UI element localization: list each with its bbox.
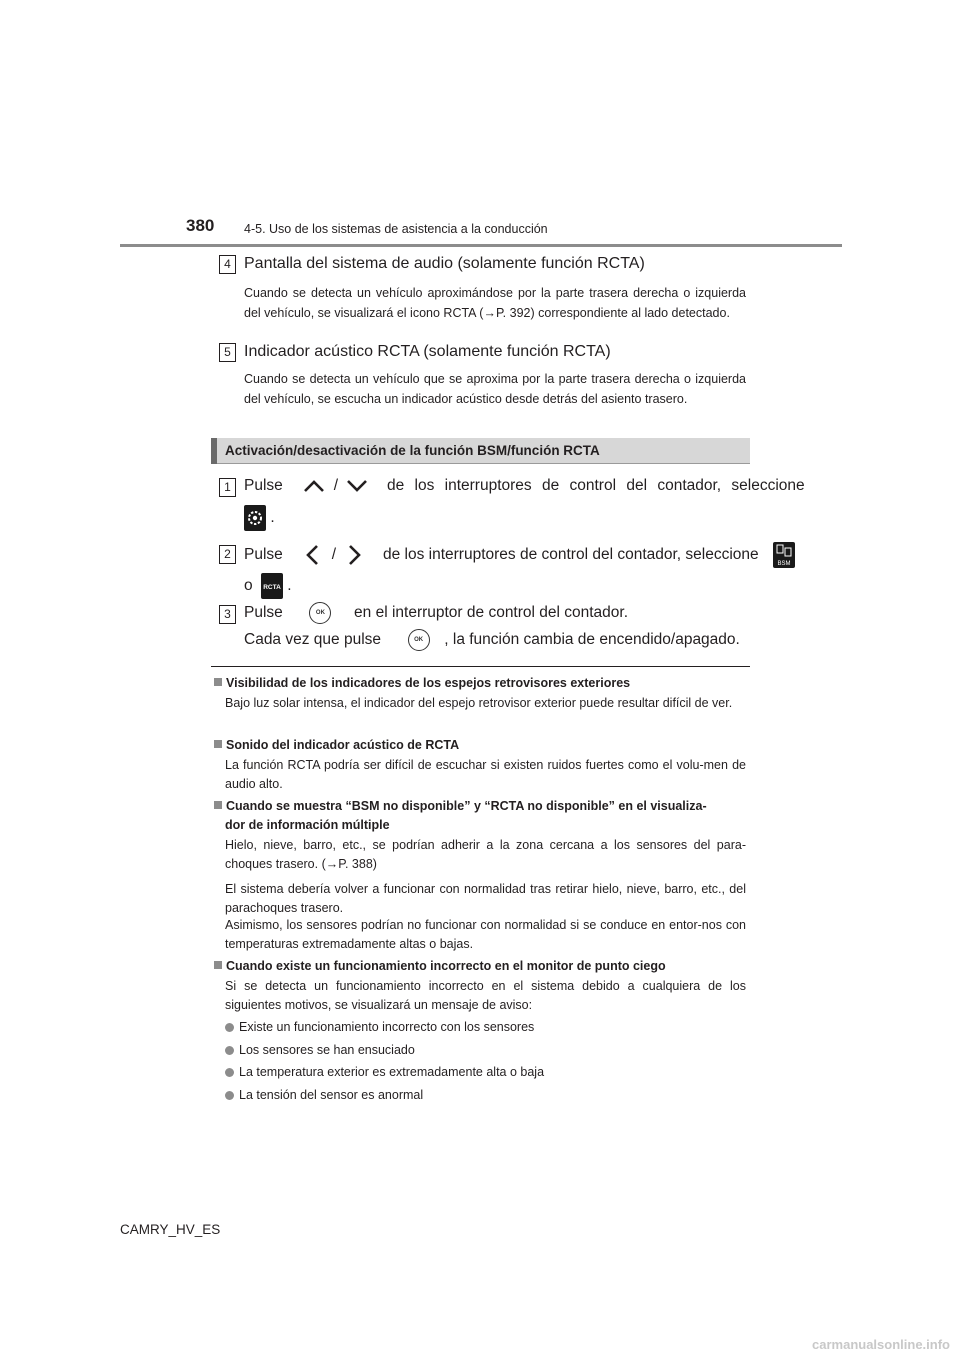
step-text: , la función cambia de encendido/apagado. — [444, 631, 740, 648]
note-heading-cont: dor de información múltiple — [225, 818, 390, 832]
step-slash: / — [331, 546, 337, 563]
gear-icon — [244, 505, 266, 531]
step-number: 3 — [219, 605, 236, 624]
chevron-down-icon — [346, 479, 368, 493]
step-text: de los interruptores de control del contador, seleccione — [382, 546, 759, 563]
bsm-icon — [773, 542, 795, 568]
note-text: Si se detecta un funcionamiento incorrecto en el sistema debido a cualquiera de los siguientes motivos, se visualizará un mensaje de aviso: — [225, 979, 746, 1012]
item-text: Cuando se detecta un vehículo que se aproxima por la parte trasera derecha o izquierda del vehículo, se escucha un indicador acústico desde detrás del asiento trasero. — [244, 372, 746, 406]
note-text: Hielo, nieve, barro, etc., se podrían adherir a la zona cercana a los sensores del para-choques trasero. (→P. 388) — [225, 838, 746, 871]
item-number: 4 — [219, 255, 236, 274]
list-item: La temperatura exterior es extremadamente alta o baja — [225, 1063, 544, 1082]
note-text: El sistema debería volver a funcionar con normalidad tras retirar hielo, nieve, barro, etc., del parachoques trasero. — [225, 882, 746, 915]
step-text: . — [287, 577, 292, 594]
note-heading: Visibilidad de los indicadores de los espejos retrovisores exteriores — [214, 674, 754, 693]
chevron-right-icon — [348, 544, 362, 566]
step-2-line-1 — [244, 542, 795, 568]
step-text: Pulse — [244, 477, 283, 494]
step-slash: / — [333, 477, 339, 494]
note-text: Bajo luz solar intensa, el indicador del espejo retrovisor exterior puede resultar difícil de ver. — [225, 696, 733, 710]
step-text: Pulse — [244, 604, 283, 621]
step-text: de los interruptores de control del contador, seleccione — [386, 477, 805, 494]
chevron-up-icon — [303, 479, 325, 493]
chevron-left-icon — [305, 544, 319, 566]
note-bullet-square — [214, 740, 222, 748]
note-bullet-square — [214, 961, 222, 969]
note-bullet-square — [214, 678, 222, 686]
rcta-icon — [261, 573, 283, 599]
notes-divider — [211, 666, 750, 667]
footer-model: CAMRY_HV_ES — [120, 1222, 221, 1237]
note-heading: Cuando existe un funcionamiento incorrecto en el monitor de punto ciego — [214, 957, 754, 976]
step-text: en el interruptor de control del contador. — [354, 604, 629, 621]
section-heading-accent — [211, 438, 217, 464]
item-title: Indicador acústico RCTA (solamente función RCTA) — [244, 343, 611, 360]
page-number: 380 — [186, 216, 215, 235]
step-text: . — [270, 509, 275, 526]
step-3-line-2 — [244, 629, 740, 651]
step-3-line-1 — [244, 602, 628, 624]
section-heading: Activación/desactivación de la función BSM/función RCTA — [225, 443, 600, 458]
note-text: Asimismo, los sensores podrían no funcionar con normalidad si se conduce en entor-nos con temperaturas extremadamente altas o bajas. — [225, 918, 746, 951]
item-text: Cuando se detecta un vehículo aproximándose por la parte trasera derecha o izquierda del vehículo, se visualizará el icono RCTA (→P. 392) correspondiente al lado detectado. — [244, 286, 746, 320]
header-rule — [120, 244, 842, 247]
rcta-icon-label: RCTA — [263, 584, 281, 591]
step-2-line-2 — [244, 573, 292, 599]
list-item: Los sensores se han ensuciado — [225, 1041, 415, 1060]
step-1-line-1 — [244, 477, 805, 495]
ok-button-icon: OK — [408, 629, 430, 651]
list-item: La tensión del sensor es anormal — [225, 1086, 423, 1105]
section-title: 4-5. Uso de los sistemas de asistencia a la conducción — [244, 222, 548, 236]
note-bullet-square — [214, 801, 222, 809]
item-title: Pantalla del sistema de audio (solamente función RCTA) — [244, 255, 645, 272]
watermark: carmanualsonline.info — [812, 1337, 950, 1352]
step-1-line-2 — [244, 505, 275, 531]
ok-button-icon: OK — [309, 602, 331, 624]
item-number: 5 — [219, 343, 236, 362]
step-text: o — [244, 577, 253, 594]
section-heading-bar — [211, 438, 750, 464]
step-text: Cada vez que pulse — [244, 631, 382, 648]
note-text: La función RCTA podría ser difícil de escuchar si existen ruidos fuertes como el volu-men de audio alto. — [225, 758, 746, 791]
note-heading: Cuando se muestra “BSM no disponible” y “RCTA no disponible” en el visualiza- — [214, 797, 754, 816]
note-heading: Sonido del indicador acústico de RCTA — [214, 736, 754, 755]
list-item: Existe un funcionamiento incorrecto con los sensores — [225, 1018, 534, 1037]
bsm-icon-label: BSM — [777, 561, 791, 567]
step-number: 1 — [219, 478, 236, 497]
step-number: 2 — [219, 545, 236, 564]
step-text: Pulse — [244, 546, 283, 563]
